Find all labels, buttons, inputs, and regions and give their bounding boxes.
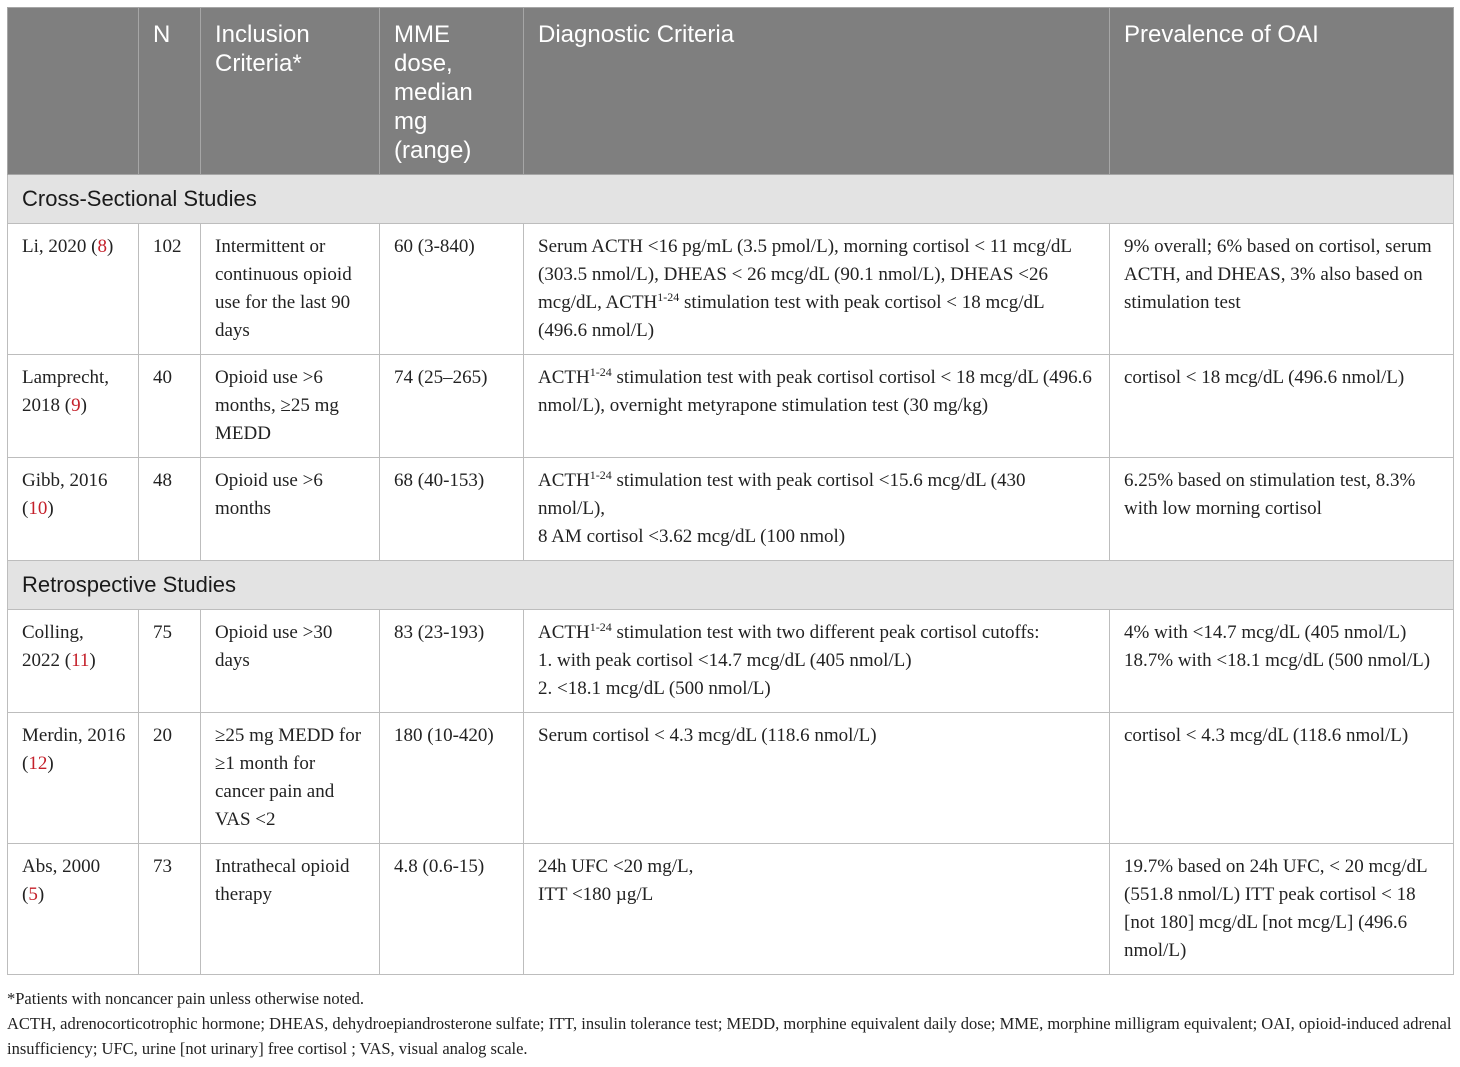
study-cell [8,355,139,458]
diagnostic-text-cont: stimulation test with peak cortisol <15.6 mcg/dL (430 nmol/L), [538,470,1026,519]
footnote-inclusion: *Patients with noncancer pain unless otherwise noted. [7,989,364,1008]
diagnostic-text-cont: stimulation test with peak cortisol < 18 mcg/dL (496.6 nmol/L) [538,292,1044,341]
inclusion-cell: ≥25 mg MEDD for ≥1 month for cancer pain and VAS <2 [201,713,380,844]
prevalence-cell: cortisol < 4.3 mcg/dL (118.6 nmol/L) [1110,713,1454,844]
study-name-close: ) [37,884,45,905]
acth-superscript: 1-24 [589,365,612,379]
diagnostic-text: ACTH [538,367,590,388]
table-row [8,355,1454,458]
diagnostic-text: Serum cortisol < 4.3 mcg/dL (118.6 nmol/L) [538,725,877,746]
n-cell: 73 [139,844,201,975]
prevalence-cell: 6.25% based on stimulation test, 8.3% with low morning cortisol [1110,458,1454,561]
acth-superscript: 1-24 [657,290,680,304]
diagnostic-text-cont: stimulation test with two different peak cortisol cutoffs: [611,622,1040,643]
table-row [8,713,1454,844]
reference-link[interactable]: 8 [97,236,107,257]
mme-cell: 74 (25–265) [380,355,524,458]
mme-cell: 68 (40-153) [380,458,524,561]
table-container [7,7,1453,975]
diagnostic-text: ACTH [538,622,590,643]
study-name: Merdin, 2016 ( [22,725,126,774]
study-name: Lamprecht, 2018 ( [22,367,110,416]
n-cell: 20 [139,713,201,844]
section-title: Cross-Sectional Studies [8,175,1454,224]
prevalence-cell: 4% with <14.7 mcg/dL (405 nmol/L) 18.7% with <18.1 mcg/dL (500 nmol/L) [1110,610,1454,713]
mme-cell: 83 (23-193) [380,610,524,713]
reference-link[interactable]: 5 [28,884,38,905]
header-inclusion: Inclusion Criteria* [201,8,380,175]
inclusion-cell: Intrathecal opioid therapy [201,844,380,975]
table-row [8,610,1454,713]
study-name-close: ) [80,395,87,416]
study-cell [8,610,139,713]
table-row [8,844,1454,975]
table-row [8,224,1454,355]
n-cell: 48 [139,458,201,561]
study-cell [8,458,139,561]
diagnostic-text-cont: stimulation test with peak cortisol cortisol < 18 mcg/dL (496.6 nmol/L), overnight metyrapone stimulation test (30 mg/kg) [538,367,1092,416]
diagnostic-line: 1. with peak cortisol <14.7 mcg/dL (405 nmol/L) [538,650,912,671]
header-row [8,8,1454,175]
studies-table [7,7,1454,975]
prevalence-cell: 9% overall; 6% based on cortisol, serum ACTH, and DHEAS, 3% also based on stimulation test [1110,224,1454,355]
diagnostic-line: 8 AM cortisol <3.62 mcg/dL (100 nmol) [538,526,846,547]
section-row [8,561,1454,610]
study-name-close: ) [106,236,114,257]
n-cell: 75 [139,610,201,713]
diagnostic-text: ACTH [538,470,590,491]
header-mme: MME dose, median mg (range) [380,8,524,175]
reference-link[interactable]: 11 [71,650,90,671]
table-body [8,175,1454,975]
n-cell: 40 [139,355,201,458]
study-cell [8,713,139,844]
diagnostic-text: 24h UFC <20 mg/L, [538,856,694,877]
inclusion-cell: Opioid use >6 months [201,458,380,561]
section-title: Retrospective Studies [8,561,1454,610]
diagnostic-cell [524,224,1110,355]
diagnostic-line: 2. <18.1 mcg/dL (500 nmol/L) [538,678,771,699]
study-name: Gibb, 2016 ( [22,470,108,519]
study-name-close: ) [47,498,54,519]
study-name: Abs, 2000 ( [22,856,101,905]
inclusion-cell: Opioid use >30 days [201,610,380,713]
acth-superscript: 1-24 [589,620,612,634]
header-diagnostic: Diagnostic Criteria [524,8,1110,175]
acth-superscript: 1-24 [589,468,612,482]
header-n: N [139,8,201,175]
study-name-close: ) [47,753,54,774]
prevalence-cell: cortisol < 18 mcg/dL (496.6 nmol/L) [1110,355,1454,458]
inclusion-cell: Opioid use >6 months, ≥25 mg MEDD [201,355,380,458]
mme-cell: 4.8 (0.6-15) [380,844,524,975]
table-header [8,8,1454,175]
header-prevalence: Prevalence of OAI [1110,8,1454,175]
diagnostic-cell [524,844,1110,975]
mme-cell: 180 (10-420) [380,713,524,844]
diagnostic-line: ITT <180 µg/L [538,884,654,905]
prevalence-cell: 19.7% based on 24h UFC, < 20 mcg/dL (551.8 nmol/L) ITT peak cortisol < 18 [not 180] mcg/dL [not mcg/L] (496.6 nmol/L) [1110,844,1454,975]
study-name: Li, 2020 ( [22,236,98,257]
inclusion-cell: Intermittent or continuous opioid use for the last 90 days [201,224,380,355]
reference-link[interactable]: 9 [71,395,81,416]
study-cell [8,224,139,355]
n-cell: 102 [139,224,201,355]
diagnostic-cell [524,610,1110,713]
reference-link[interactable]: 12 [28,753,48,774]
table-row [8,458,1454,561]
reference-link[interactable]: 10 [28,498,48,519]
diagnostic-text: Serum ACTH <16 pg/mL (3.5 pmol/L), morning cortisol < 11 mcg/dL (303.5 nmol/L), DHEAS < 26 mcg/dL (90.1 nmol/L), DHEAS <26 mcg/dL, ACTH [538,236,1072,313]
diagnostic-cell [524,713,1110,844]
study-cell [8,844,139,975]
section-row [8,175,1454,224]
diagnostic-cell [524,355,1110,458]
table-footnotes [7,986,1453,1061]
mme-cell: 60 (3-840) [380,224,524,355]
header-study [8,8,139,175]
diagnostic-cell [524,458,1110,561]
footnote-abbreviations: ACTH, adrenocorticotrophic hormone; DHEAS, dehydroepiandrosterone sulfate; ITT, insulin tolerance test; MEDD, morphine equivalent daily dose; MME, morphine milligram equivalent; OAI, opioid-induced adrenal insufficiency; UFC, urine [not urinary] free cortisol ; VAS, visual analog scale. [7,1014,1452,1058]
study-name: Colling, 2022 ( [22,622,84,671]
study-name-close: ) [89,650,96,671]
